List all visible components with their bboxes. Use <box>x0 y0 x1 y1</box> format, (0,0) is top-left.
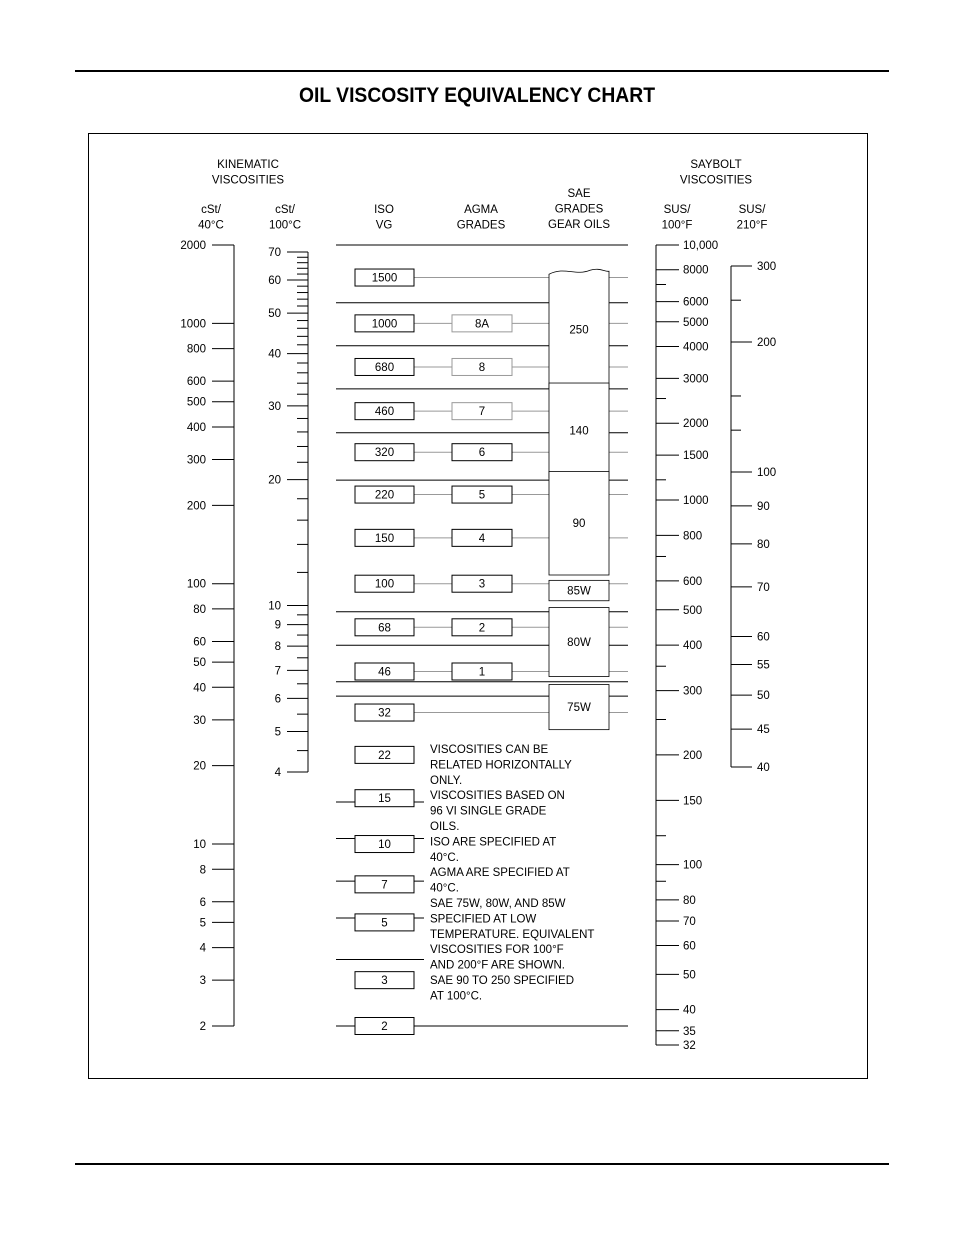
sus210-label: 200 <box>757 337 777 350</box>
sae-grade-label: 75W <box>567 702 591 715</box>
cst100-label: 20 <box>268 474 281 487</box>
cst40-label: 4 <box>199 942 206 955</box>
note-line: ISO ARE SPECIFIED AT <box>430 836 557 849</box>
iso-grade-label: 2 <box>381 1021 388 1033</box>
sus210-label: 90 <box>757 500 770 513</box>
cst40-label: 80 <box>193 603 206 616</box>
sus210-label: 45 <box>757 724 770 737</box>
agma-grade-label: 2 <box>478 622 486 635</box>
sus100-label: 6000 <box>683 296 709 309</box>
sus100-label: 4000 <box>683 341 709 354</box>
note-line: AT 100°C. <box>430 990 483 1003</box>
iso-grade-label: 3 <box>381 975 388 988</box>
cst100-label: 10 <box>268 600 281 613</box>
iso-header-line: VG <box>375 219 393 232</box>
sae-header-line: SAE <box>567 188 591 200</box>
sus210-header-line: 210°F <box>736 219 768 232</box>
sus100-label: 600 <box>683 575 703 588</box>
page-title: OIL VISCOSITY EQUIVALENCY CHART <box>298 84 656 107</box>
cst100-header-line: cSt/ <box>275 204 295 216</box>
sus210-label: 40 <box>757 762 770 774</box>
sus100-label: 100 <box>683 859 703 872</box>
note-line: VISCOSITIES BASED ON <box>430 790 565 803</box>
sae-header-line: GRADES <box>554 203 604 216</box>
sus100-label: 32 <box>683 1040 696 1052</box>
sus210-label: 80 <box>757 538 770 551</box>
sae-grade-label: 140 <box>569 425 589 438</box>
sus100-label: 10,000 <box>683 240 719 252</box>
iso-grade-label: 1000 <box>371 318 398 331</box>
iso-grade-label: 100 <box>374 578 395 591</box>
cst100-label: 4 <box>274 767 281 779</box>
iso-grade-label: 68 <box>378 622 391 635</box>
agma-grade-label: 4 <box>478 532 486 545</box>
sus100-label: 400 <box>683 640 703 653</box>
sus100-label: 3000 <box>683 373 709 386</box>
note-line: VISCOSITIES FOR 100°F <box>430 944 564 957</box>
cst40-label: 300 <box>186 454 206 467</box>
sus210-label: 50 <box>757 690 770 703</box>
note-line: 40°C. <box>430 882 459 895</box>
cst40-label: 5 <box>199 917 206 930</box>
note-line: ONLY. <box>430 774 463 787</box>
sus100-label: 35 <box>683 1025 696 1038</box>
agma-grade-label: 1 <box>478 666 486 679</box>
cst100-label: 40 <box>268 348 281 361</box>
sus210-label: 70 <box>757 581 770 594</box>
note-line: SAE 75W, 80W, AND 85W <box>430 898 566 910</box>
note-line: TEMPERATURE. EQUIVALENT <box>430 928 595 941</box>
saybolt-header-line: VISCOSITIES <box>679 174 753 187</box>
sus100-label: 200 <box>683 749 703 762</box>
sus100-label: 300 <box>683 685 703 698</box>
cst40-label: 40 <box>193 682 206 695</box>
sus100-label: 80 <box>683 894 696 907</box>
iso-grade-label: 680 <box>374 361 395 374</box>
sus100-label: 2000 <box>683 418 709 431</box>
sae-header-line: GEAR OILS <box>548 219 610 231</box>
cst40-label: 100 <box>186 578 206 591</box>
note-line: 96 VI SINGLE GRADE <box>430 805 547 818</box>
bottom-rule <box>75 1163 889 1165</box>
sus100-label: 1500 <box>683 450 709 463</box>
cst40-label: 1000 <box>180 318 206 331</box>
cst40-label: 400 <box>186 421 206 434</box>
iso-grade-label: 1500 <box>371 272 398 285</box>
cst100-label: 8 <box>274 641 281 654</box>
note-line: OILS. <box>430 821 460 833</box>
sus210-label: 300 <box>757 261 777 273</box>
cst40-label: 800 <box>186 343 206 356</box>
iso-grade-label: 460 <box>374 406 395 419</box>
agma-header-line: AGMA <box>464 204 498 216</box>
iso-grade-label: 15 <box>378 793 391 806</box>
agma-grade-label: 3 <box>478 578 486 591</box>
cst40-label: 10 <box>193 839 206 852</box>
iso-grade-label: 32 <box>378 707 391 720</box>
iso-grade-label: 7 <box>381 879 388 892</box>
iso-grade-label: 5 <box>381 917 388 930</box>
cst100-label: 60 <box>268 275 281 288</box>
sus210-label: 100 <box>757 467 777 479</box>
iso-header-line: ISO <box>374 204 394 216</box>
cst100-label: 6 <box>274 693 281 706</box>
cst40-label: 6 <box>199 896 206 909</box>
note-line: AND 200°F ARE SHOWN. <box>430 959 565 972</box>
note-line: SAE 90 TO 250 SPECIFIED <box>430 975 575 987</box>
cst40-label: 20 <box>193 760 206 773</box>
saybolt-header-line: SAYBOLT <box>690 159 742 171</box>
sus100-label: 150 <box>683 795 703 808</box>
note-line: SPECIFIED AT LOW <box>430 913 537 926</box>
agma-header-line: GRADES <box>456 219 506 232</box>
sus100-label: 8000 <box>683 264 709 277</box>
cst40-label: 200 <box>186 500 206 513</box>
sus210-label: 55 <box>757 659 770 672</box>
cst40-label: 2000 <box>180 240 206 252</box>
sus100-label: 70 <box>683 916 696 929</box>
cst40-label: 50 <box>193 657 206 670</box>
sus210-header-line: SUS/ <box>738 204 766 216</box>
iso-grade-label: 220 <box>374 489 395 502</box>
iso-grade-label: 46 <box>378 666 391 679</box>
iso-grade-label: 150 <box>374 532 395 545</box>
cst40-label: 2 <box>199 1021 206 1033</box>
sus100-label: 500 <box>683 604 703 617</box>
agma-grade-label: 7 <box>478 406 486 419</box>
sae-grade-label: 80W <box>567 637 591 650</box>
cst100-label: 9 <box>274 619 281 632</box>
agma-grade-label: 5 <box>478 489 486 502</box>
agma-grade-label: 6 <box>478 447 486 460</box>
sus100-header-line: SUS/ <box>663 204 691 216</box>
cst40-label: 3 <box>199 975 206 988</box>
iso-grade-label: 22 <box>378 749 391 762</box>
cst100-label: 5 <box>274 726 281 739</box>
cst100-label: 30 <box>268 400 281 413</box>
kinematic-header-line: VISCOSITIES <box>211 174 285 187</box>
sae-grade-label: 85W <box>567 585 591 598</box>
kinematic-header-line: KINEMATIC <box>217 159 279 171</box>
note-line: RELATED HORIZONTALLY <box>430 759 572 772</box>
sus100-label: 5000 <box>683 316 709 329</box>
iso-grade-label: 320 <box>374 447 395 460</box>
sus100-label: 40 <box>683 1004 696 1017</box>
cst100-label: 70 <box>268 247 281 259</box>
sae-grade-label: 90 <box>572 518 586 531</box>
cst40-label: 60 <box>193 636 206 649</box>
sus100-header-line: 100°F <box>661 219 693 232</box>
sae-grade-label: 250 <box>569 324 589 337</box>
cst40-header-line: 40°C <box>198 219 224 232</box>
agma-grade-label: 8A <box>474 318 490 331</box>
note-line: AGMA ARE SPECIFIED AT <box>430 867 570 880</box>
cst40-label: 500 <box>186 396 206 409</box>
cst100-label: 50 <box>268 308 281 321</box>
cst40-label: 30 <box>193 714 206 727</box>
agma-grade-label: 8 <box>478 361 486 374</box>
cst100-label: 7 <box>274 665 281 678</box>
note-line: 40°C. <box>430 851 459 864</box>
sus100-label: 50 <box>683 969 696 982</box>
cst40-label: 600 <box>186 376 206 389</box>
iso-grade-label: 10 <box>378 839 391 852</box>
sus100-label: 60 <box>683 940 696 953</box>
note-line: VISCOSITIES CAN BE <box>430 744 549 756</box>
sus100-label: 1000 <box>683 495 709 507</box>
cst100-header-line: 100°C <box>268 219 302 232</box>
cst40-header-line: cSt/ <box>201 204 221 216</box>
cst40-label: 8 <box>199 864 206 877</box>
sus100-label: 800 <box>683 530 703 543</box>
sus210-label: 60 <box>757 631 770 644</box>
